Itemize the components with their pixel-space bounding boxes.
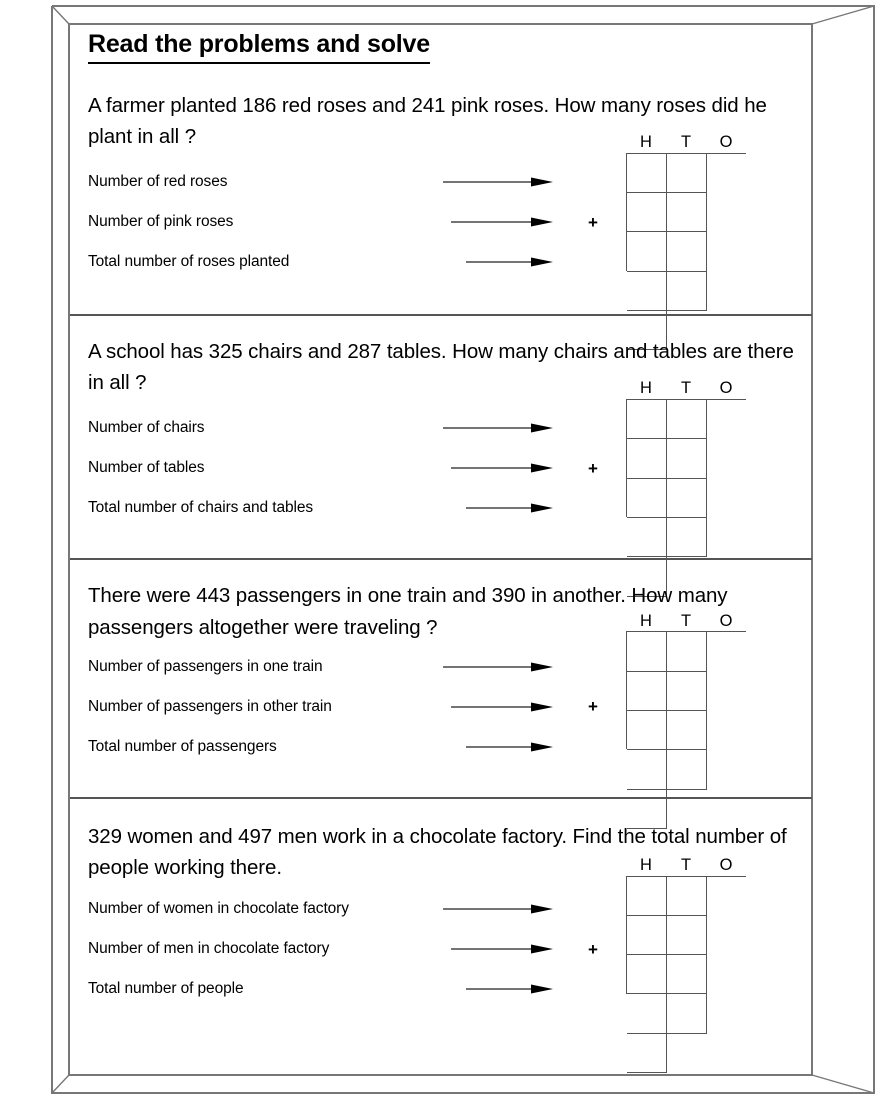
problem-statement: A school has 325 chairs and 287 tables. How many chairs and tables are there in all ? — [88, 340, 794, 395]
grid-cell[interactable] — [627, 994, 667, 1033]
problem-4 — [70, 805, 814, 1039]
plus-operator: + — [588, 458, 598, 478]
place-value-headers — [626, 134, 746, 151]
header-hundreds: H — [640, 133, 652, 152]
place-value-grid — [626, 857, 748, 994]
worksheet-body — [70, 8, 814, 1092]
header-ones: O — [719, 133, 733, 152]
row-label: Total number of chairs and tables — [88, 499, 314, 517]
grid-cell[interactable] — [627, 193, 667, 232]
grid-cell[interactable] — [667, 672, 707, 711]
right-arrow-icon — [443, 661, 553, 673]
problem-statement: There were 443 passengers in one train and 390 in another. How many passengers altogether were traveling ? — [88, 584, 728, 639]
header-ones: O — [719, 856, 733, 874]
grid-cell[interactable] — [667, 154, 707, 193]
label-rows — [88, 647, 598, 767]
grid-cell[interactable] — [627, 232, 667, 271]
label-rows — [88, 889, 598, 1009]
row-label: Number of pink roses — [88, 213, 234, 231]
grid-cell[interactable] — [667, 400, 707, 439]
page-title: Read the problems and solve — [88, 30, 430, 64]
frame-corner-top-left — [52, 6, 69, 24]
header-hundreds: H — [640, 611, 652, 630]
header-tens: T — [680, 133, 692, 152]
answer-grid — [626, 631, 746, 749]
problem-workspace — [88, 379, 814, 558]
right-arrow-icon — [451, 943, 553, 955]
grid-cell[interactable] — [627, 750, 667, 789]
row-label: Number of passengers in other train — [88, 697, 332, 715]
grid-cell[interactable] — [627, 439, 667, 478]
right-arrow-icon — [451, 462, 553, 474]
problem-2 — [70, 322, 814, 558]
grid-cell[interactable] — [667, 877, 707, 916]
right-arrow-icon — [443, 903, 553, 915]
grid-cell[interactable] — [627, 877, 667, 916]
grid-cell[interactable] — [667, 272, 707, 311]
frame-corner-top-right — [812, 6, 874, 24]
grid-cell[interactable] — [627, 272, 667, 311]
header-ones: O — [719, 379, 733, 398]
place-value-grid — [626, 134, 748, 271]
section-divider — [70, 797, 812, 799]
place-value-grid — [626, 613, 748, 750]
table-row — [88, 687, 598, 727]
problem-statement: 329 women and 497 men work in a chocolate factory. Find the total number of people working there. — [88, 824, 787, 879]
grid-cell[interactable] — [667, 439, 707, 478]
row-label: Number of chairs — [88, 419, 205, 437]
row-label: Total number of passengers — [88, 737, 277, 755]
row-label: Number of women in chocolate factory — [88, 900, 349, 917]
right-arrow-icon — [466, 741, 553, 753]
grid-cell[interactable] — [627, 711, 667, 750]
header-ones: O — [719, 611, 733, 630]
grid-cell[interactable] — [667, 994, 707, 1033]
table-row — [88, 727, 568, 767]
grid-cell[interactable] — [667, 750, 707, 789]
right-arrow-icon — [451, 701, 553, 713]
plus-operator: + — [588, 697, 598, 717]
problem-workspace — [88, 856, 814, 1039]
header-tens: T — [680, 611, 692, 630]
answer-grid — [626, 153, 746, 271]
grid-cell[interactable] — [667, 955, 707, 994]
table-row — [88, 202, 598, 242]
row-label: Number of tables — [88, 459, 205, 477]
right-arrow-icon — [451, 216, 553, 228]
row-label: Total number of roses planted — [88, 253, 290, 271]
grid-cell[interactable] — [667, 232, 707, 271]
place-value-headers — [626, 857, 746, 874]
grid-cell[interactable] — [667, 193, 707, 232]
table-row — [88, 448, 598, 488]
header-hundreds: H — [640, 379, 652, 398]
header-tens: T — [680, 379, 692, 398]
row-label: Total number of people — [88, 980, 244, 997]
place-value-headers — [626, 380, 746, 397]
grid-cell[interactable] — [627, 1034, 667, 1073]
answer-grid — [626, 876, 746, 994]
grid-cell[interactable] — [627, 154, 667, 193]
table-row — [88, 647, 568, 687]
right-arrow-icon — [443, 176, 553, 188]
header-hundreds: H — [640, 856, 652, 874]
label-rows — [88, 162, 598, 282]
place-value-grid — [626, 380, 748, 517]
section-divider — [70, 314, 812, 316]
problem-workspace — [88, 133, 814, 312]
table-row — [88, 242, 568, 282]
frame-corner-bottom-right — [812, 1075, 874, 1093]
plus-operator: + — [588, 212, 598, 232]
grid-cell[interactable] — [667, 479, 707, 518]
place-value-headers — [626, 613, 746, 630]
header-tens: T — [680, 856, 692, 874]
problem-3 — [70, 566, 814, 796]
row-label: Number of men in chocolate factory — [88, 940, 330, 957]
table-row — [88, 162, 568, 202]
grid-cell[interactable] — [627, 672, 667, 711]
grid-cell[interactable] — [627, 518, 667, 557]
grid-cell[interactable] — [667, 518, 707, 557]
grid-cell[interactable] — [667, 916, 707, 955]
label-rows — [88, 408, 598, 528]
grid-cell[interactable] — [627, 916, 667, 955]
frame-corner-bottom-left — [52, 1075, 69, 1093]
grid-cell[interactable] — [627, 479, 667, 518]
grid-cell[interactable] — [667, 632, 707, 671]
plus-operator: + — [588, 939, 598, 959]
table-row — [88, 889, 568, 929]
grid-cell[interactable] — [627, 400, 667, 439]
title-container — [70, 8, 814, 64]
grid-cell[interactable] — [627, 955, 667, 994]
right-arrow-icon — [466, 983, 553, 995]
table-row — [88, 969, 568, 1009]
table-row — [88, 488, 568, 528]
table-row — [88, 929, 598, 969]
section-divider — [70, 558, 812, 560]
problem-statement: A farmer planted 186 red roses and 241 pink roses. How many roses did he plant in all ? — [88, 93, 767, 148]
table-row — [88, 408, 568, 448]
right-arrow-icon — [443, 422, 553, 434]
row-label: Number of passengers in one train — [88, 657, 323, 675]
problem-1 — [70, 90, 814, 312]
grid-cell[interactable] — [627, 632, 667, 671]
grid-cell[interactable] — [667, 711, 707, 750]
right-arrow-icon — [466, 502, 553, 514]
right-arrow-icon — [466, 256, 553, 268]
answer-grid — [626, 399, 746, 517]
row-label: Number of red roses — [88, 173, 228, 191]
